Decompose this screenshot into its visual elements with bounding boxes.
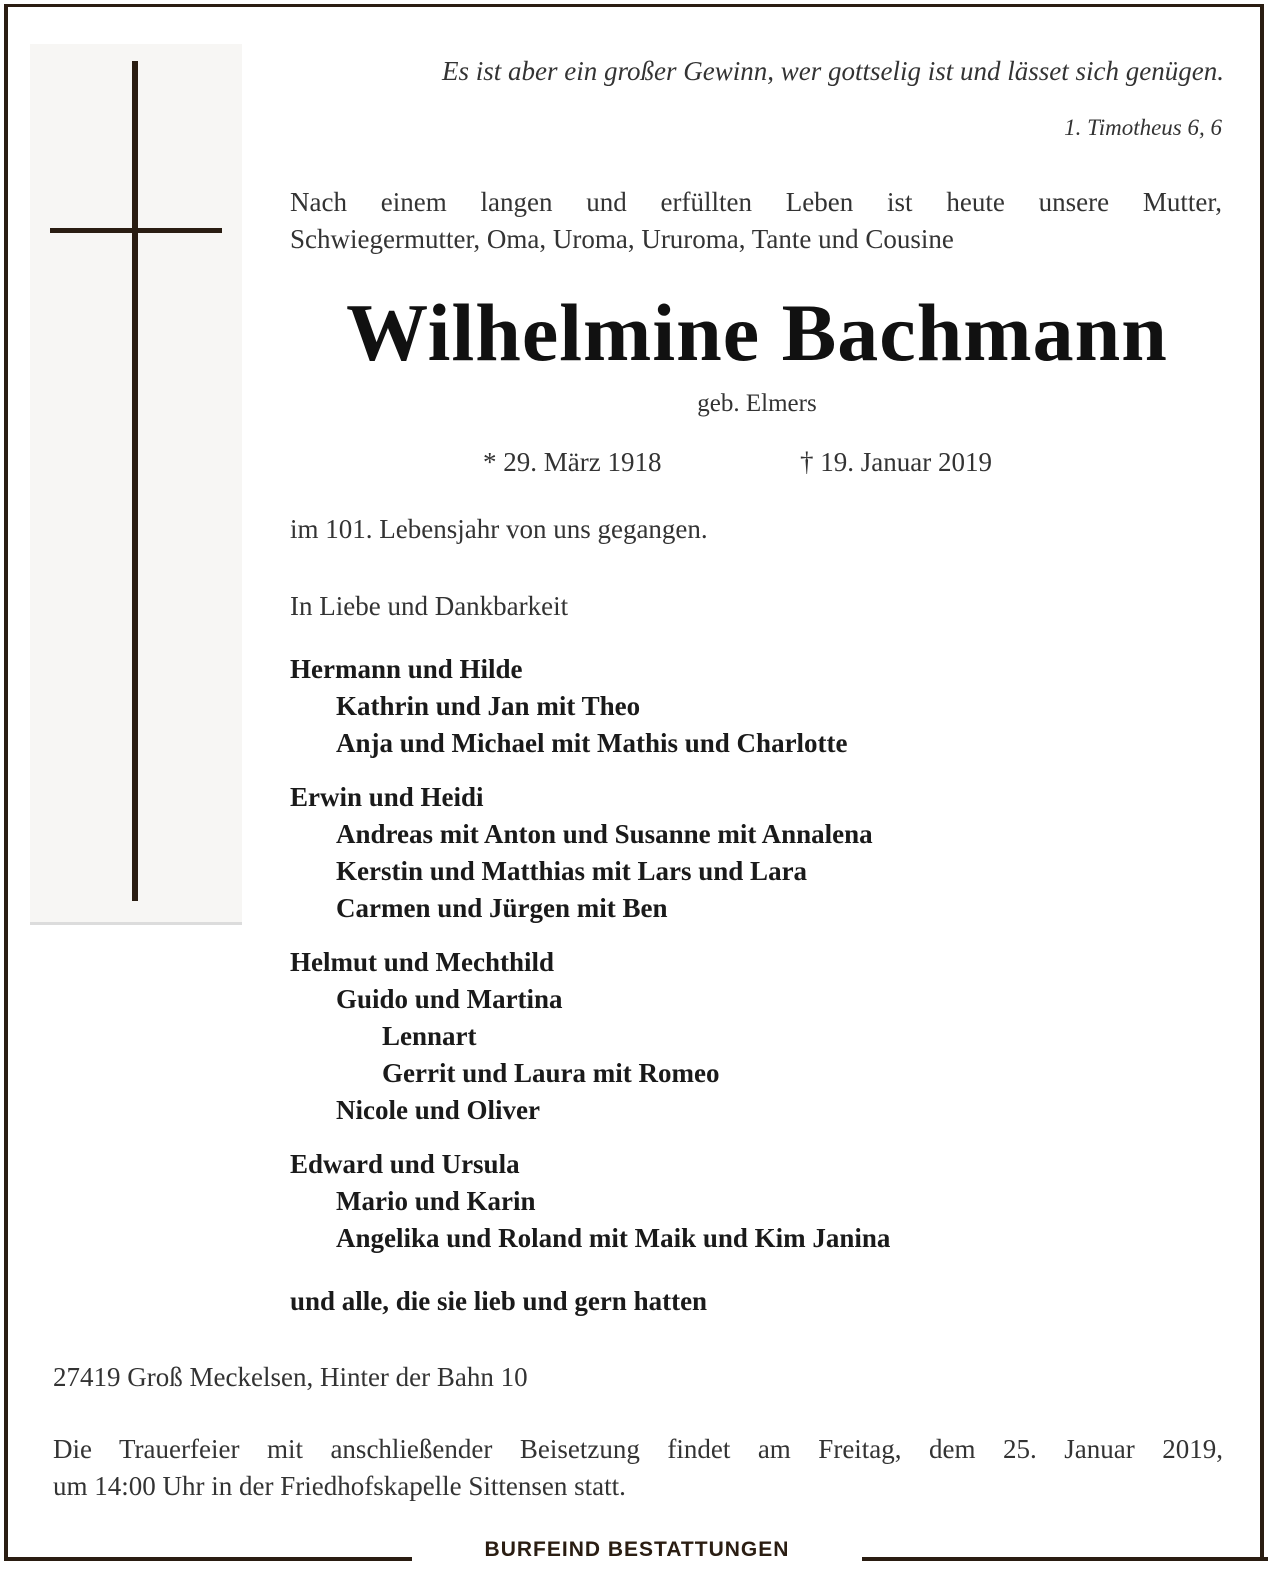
mourner-line: Mario und Karin — [336, 1186, 536, 1216]
mourner-group — [290, 1146, 1220, 1257]
maiden-name: geb. Elmers — [697, 390, 817, 417]
deceased-name: Wilhelmine Bachmann — [346, 287, 1168, 378]
funeral-service-info — [53, 1431, 1223, 1505]
mourner-line: Angelika und Roland mit Maik und Kim Janina — [336, 1223, 891, 1253]
funeral-home-name: BURFEIND BESTATTUNGEN — [484, 1538, 790, 1561]
mourner-line: Kathrin und Jan mit Theo — [336, 691, 641, 721]
frame-bottom-right-rule — [862, 1557, 1268, 1561]
mourner-group — [290, 779, 1220, 927]
closing-line: und alle, die sie lieb und gern hatten — [290, 1286, 708, 1316]
mourner-line: Anja und Michael mit Mathis und Charlotte — [336, 728, 848, 758]
mourner-line: Andreas mit Anton und Susanne mit Annalena — [336, 819, 873, 849]
passing-note: im 101. Lebensjahr von uns gegangen. — [290, 514, 708, 544]
mourner-group-head: Erwin und Heidi — [290, 782, 484, 812]
mourner-group — [290, 944, 1220, 1129]
mourner-line: Lennart — [382, 1021, 477, 1051]
birth-date: * 29. März 1918 — [483, 447, 662, 477]
mourner-line: Nicole und Oliver — [336, 1095, 540, 1125]
mourner-group-head: Hermann und Hilde — [290, 654, 523, 684]
intro-text — [290, 184, 1222, 258]
intro-line-1: Nach einem langen und erfüllten Leben ist heute unsere Mutter, — [290, 187, 1222, 217]
cross-vertical-beam — [132, 61, 138, 901]
frame-bottom-left-rule — [4, 1557, 412, 1561]
death-date: † 19. Januar 2019 — [800, 447, 992, 477]
bible-verse: Es ist aber ein großer Gewinn, wer gottselig ist und lässet sich genügen. — [442, 56, 1224, 86]
mourner-group-head: Helmut und Mechthild — [290, 947, 555, 977]
mourners-list — [290, 651, 1220, 1274]
mourner-line: Kerstin und Matthias mit Lars und Lara — [336, 856, 808, 886]
mourner-group-head: Edward und Ursula — [290, 1149, 520, 1179]
service-line-1: Die Trauerfeier mit anschließender Beisetzung findet am Freitag, dem 25. Januar 2019, — [53, 1434, 1223, 1464]
mourner-group — [290, 651, 1220, 762]
address: 27419 Groß Meckelsen, Hinter der Bahn 10 — [53, 1362, 528, 1392]
mourner-line: Carmen und Jürgen mit Ben — [336, 893, 668, 923]
cross-horizontal-beam — [50, 228, 222, 233]
bible-reference: 1. Timotheus 6, 6 — [1064, 115, 1222, 140]
mourner-line: Gerrit und Laura mit Romeo — [382, 1058, 720, 1088]
service-line-2: um 14:00 Uhr in der Friedhofskapelle Sittensen statt. — [53, 1471, 626, 1501]
mourner-line: Guido und Martina — [336, 984, 563, 1014]
dedication: In Liebe und Dankbarkeit — [290, 591, 569, 621]
intro-line-2: Schwiegermutter, Oma, Uroma, Ururoma, Tante und Cousine — [290, 224, 954, 254]
